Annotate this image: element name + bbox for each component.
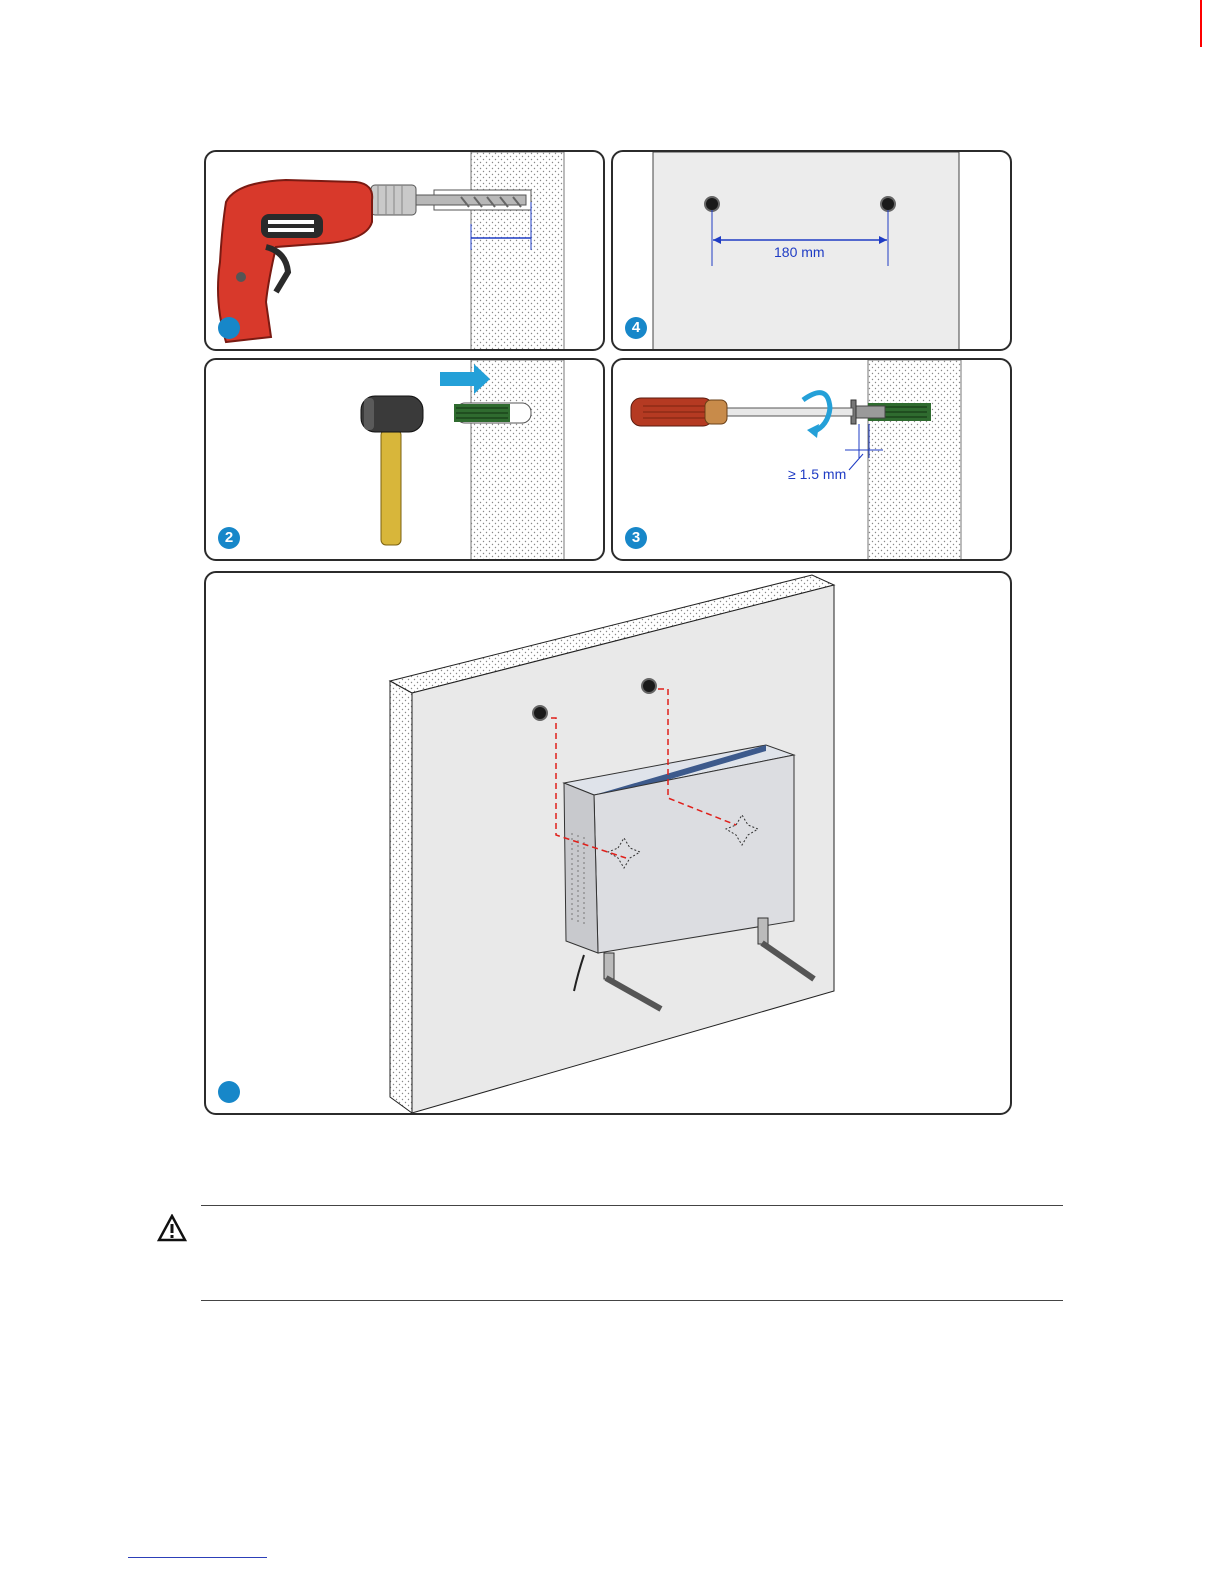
wall-section [471, 360, 564, 561]
hammer-illustration [206, 360, 605, 561]
footnote-separator [128, 1557, 267, 1558]
wall-side-edge [390, 681, 412, 1113]
hammer-handle [381, 430, 401, 545]
page-edge-marker [1200, 0, 1202, 47]
drill-bit [416, 195, 526, 205]
wall-screw-right [642, 679, 656, 693]
device-side [564, 783, 598, 953]
mount-illustration [206, 573, 1012, 1115]
panel-mount [204, 571, 1012, 1115]
warning-triangle-icon [157, 1214, 187, 1242]
wall-section [868, 360, 961, 561]
panel-hammer [204, 358, 605, 561]
drill-illustration [206, 152, 605, 351]
wall-section [471, 152, 564, 351]
panel-spacing [611, 150, 1012, 351]
step-badge [218, 317, 240, 339]
gap-label: ≥ 1.5 mm [788, 466, 847, 482]
notice-bottom-rule [201, 1300, 1063, 1301]
screw [855, 406, 885, 418]
drill-body [218, 180, 372, 342]
notice-top-rule [201, 1205, 1063, 1206]
step-badge: 3 [625, 527, 647, 549]
step-badge: 4 [625, 317, 647, 339]
screwdriver-illustration [613, 360, 1012, 561]
wall-screw-left [533, 706, 547, 720]
panel-screwdriver [611, 358, 1012, 561]
hole-left [705, 197, 719, 211]
hole-right [881, 197, 895, 211]
step-badge [218, 1081, 240, 1103]
drill-vent [261, 214, 323, 238]
panel-drill [204, 150, 605, 351]
step-badge: 2 [218, 527, 240, 549]
spacing-label: 180 mm [774, 244, 825, 260]
